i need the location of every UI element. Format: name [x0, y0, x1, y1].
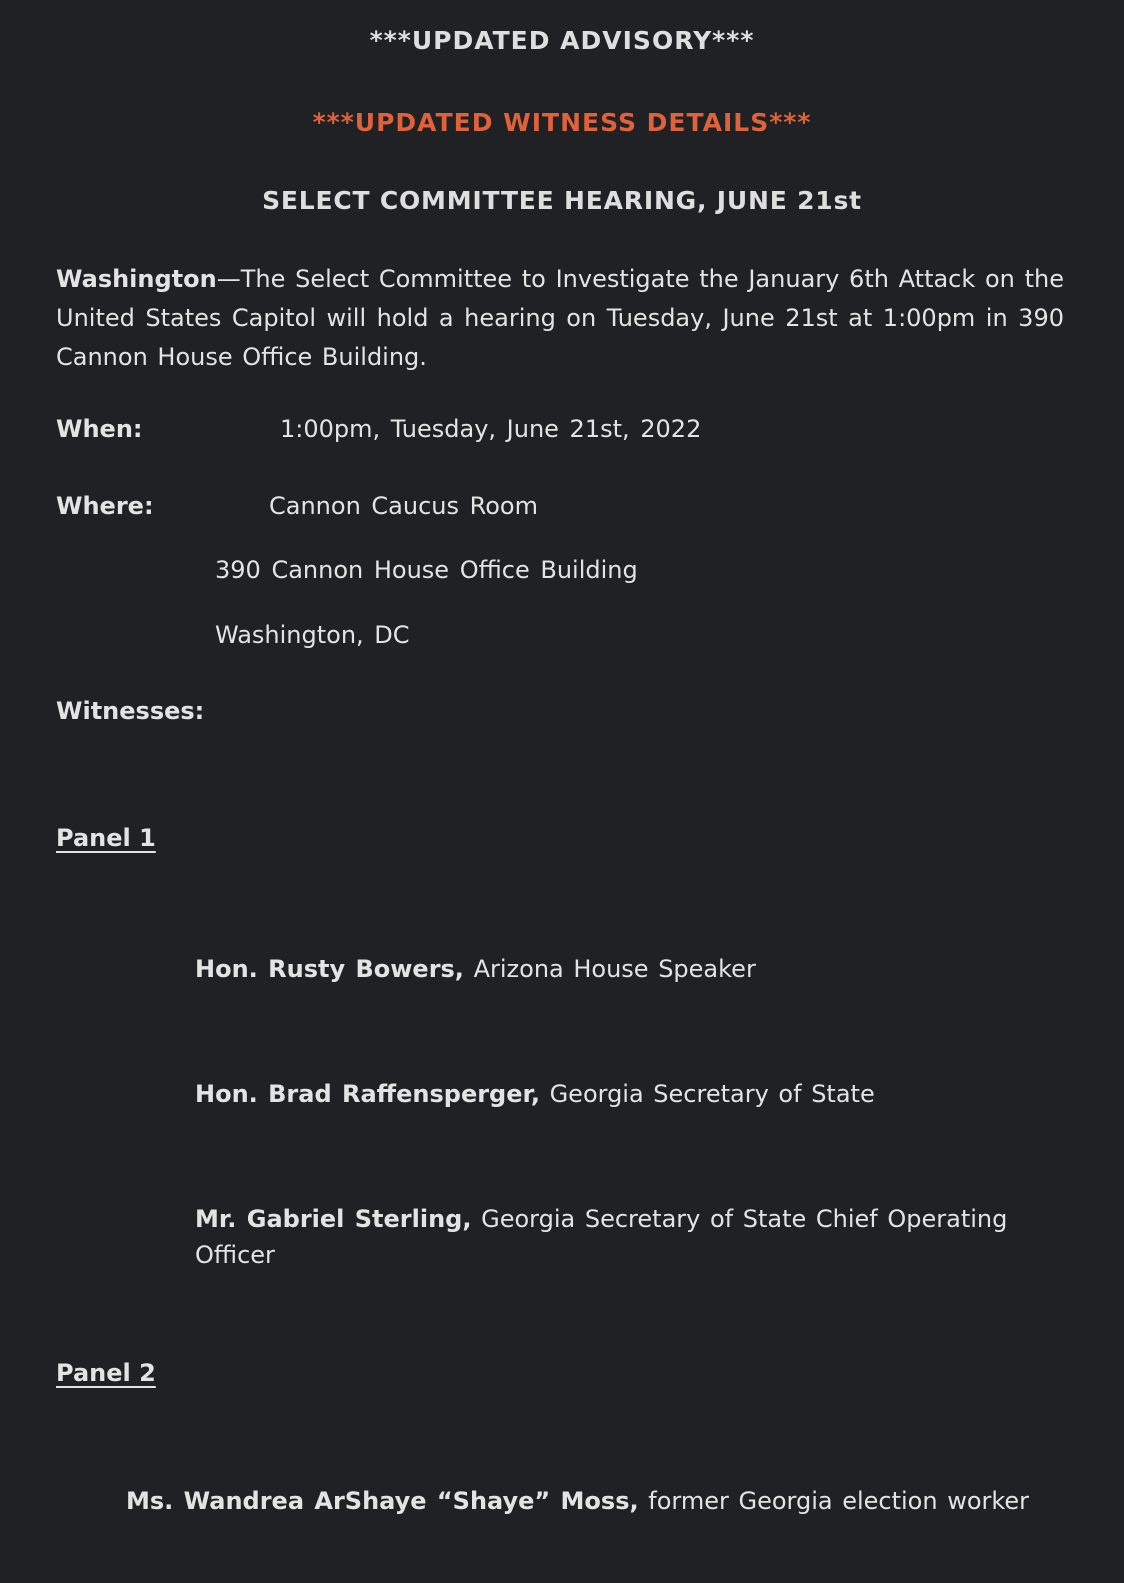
witness-name: Ms. Wandrea ArShaye “Shaye” Moss,: [126, 1487, 639, 1515]
where-label: Where:: [56, 492, 154, 520]
witness-role: Arizona House Speaker: [473, 955, 756, 983]
when-value: 1:00pm, Tuesday, June 21st, 2022: [280, 415, 702, 443]
where-city: Washington, DC: [215, 621, 410, 649]
witness-item: [126, 1483, 1086, 1519]
advisory-heading: ***UPDATED ADVISORY***: [369, 26, 755, 55]
witness-name: Mr. Gabriel Sterling,: [195, 1205, 472, 1233]
witness-name: Hon. Brad Raffensperger,: [195, 1080, 540, 1108]
witness-update-heading: ***UPDATED WITNESS DETAILS***: [312, 108, 812, 137]
intro-text: —The Select Committee to Investigate the January 6th Attack on the United States Capitol will hold a hearing on Tuesday, June 21st at 1:00pm in 390 Cannon House Office Building.: [56, 265, 1064, 371]
witness-item: [195, 1201, 1065, 1273]
witness-role: Georgia Secretary of State Chief Operating Officer: [195, 1205, 1008, 1269]
witness-item: [195, 951, 1075, 987]
where-venue: Cannon Caucus Room: [269, 492, 538, 520]
witness-role: Georgia Secretary of State: [549, 1080, 875, 1108]
panel-2-title: Panel 2: [56, 1359, 156, 1387]
witnesses-label: Witnesses:: [56, 697, 205, 725]
where-address: 390 Cannon House Office Building: [215, 556, 638, 584]
when-label: When:: [56, 415, 143, 443]
dateline: Washington: [56, 265, 217, 293]
witness-name: Hon. Rusty Bowers,: [195, 955, 464, 983]
intro-paragraph: [56, 260, 1064, 377]
panel-1-title: Panel 1: [56, 824, 156, 852]
witness-item: [195, 1076, 1075, 1112]
hearing-title: SELECT COMMITTEE HEARING, JUNE 21st: [262, 186, 862, 215]
witness-role: former Georgia election worker: [648, 1487, 1030, 1515]
